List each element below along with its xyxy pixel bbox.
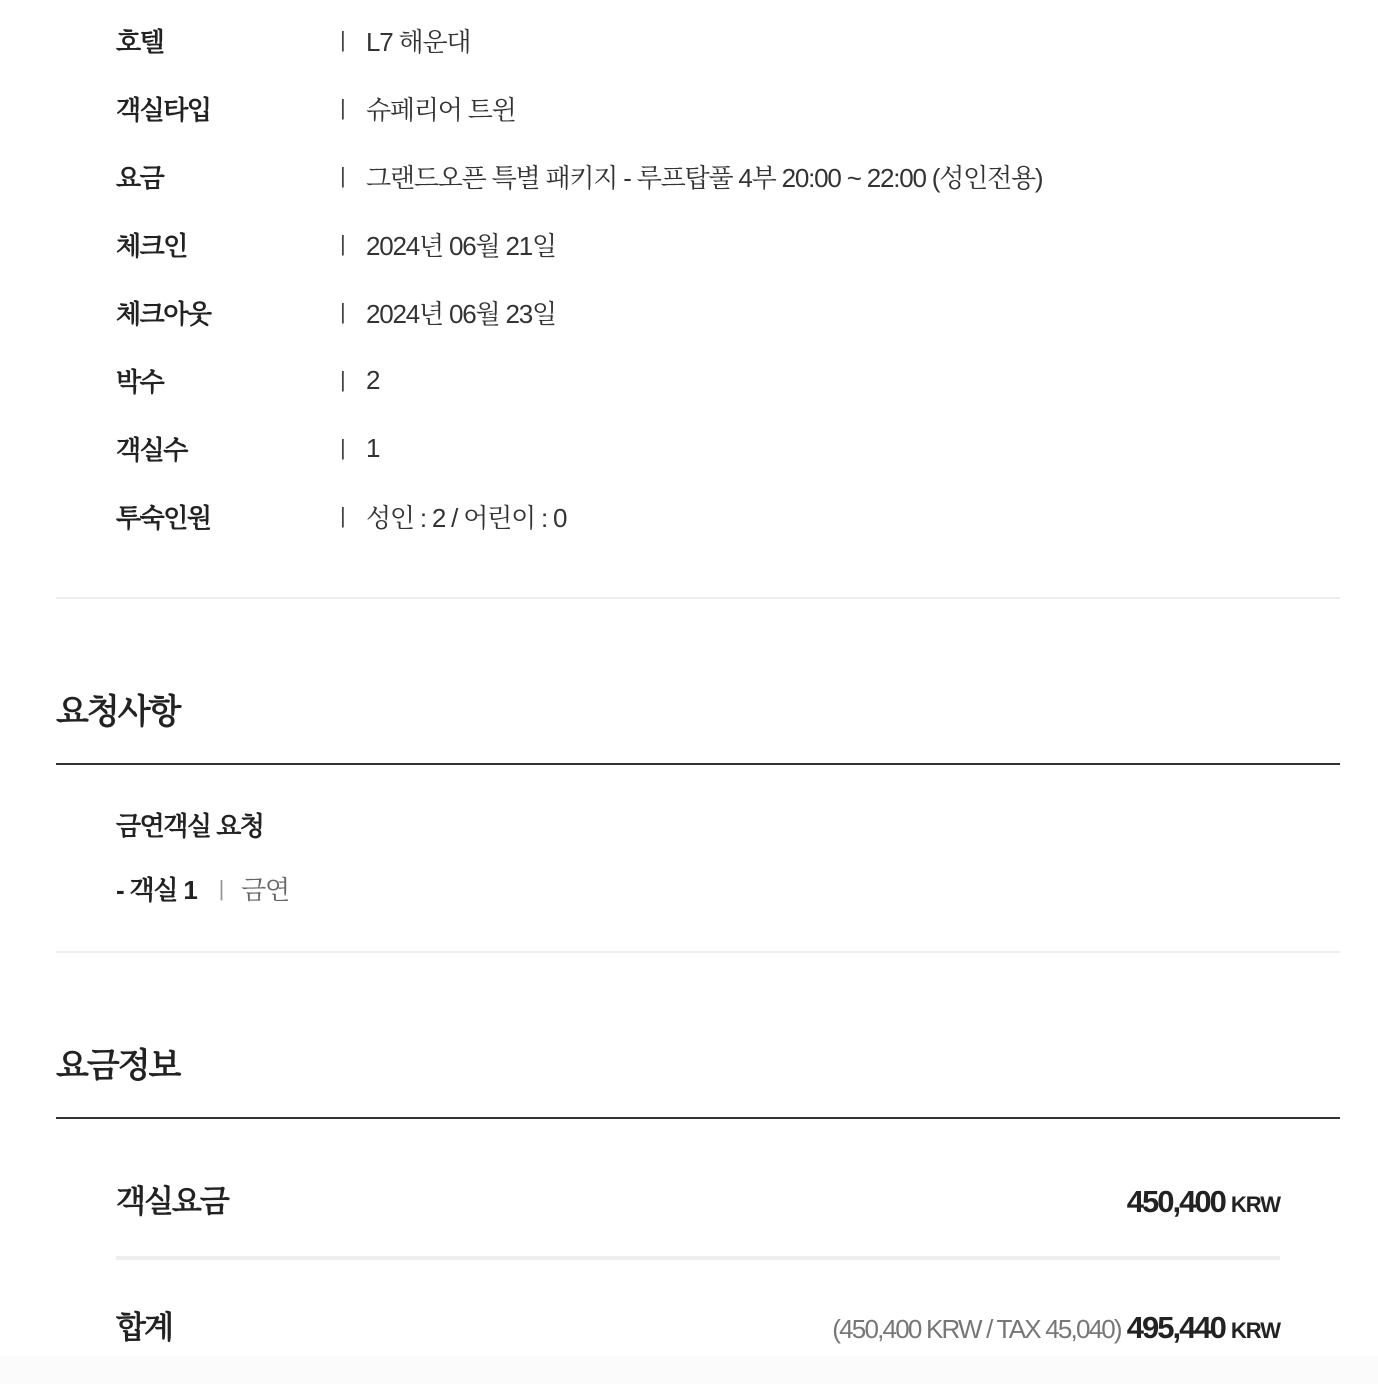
total-row	[116, 1302, 1280, 1347]
total-breakdown: (450,400 KRW / TAX 45,040)	[832, 1314, 1121, 1344]
separator: |	[340, 95, 346, 120]
info-value: 성인 : 2 / 어린이 : 0	[366, 502, 567, 533]
total-currency: KRW	[1230, 1318, 1280, 1343]
info-label: 요금	[116, 162, 164, 193]
separator: |	[340, 299, 346, 324]
info-value: 슈페리어 트윈	[366, 94, 516, 125]
requests-header-divider	[56, 763, 1340, 765]
reservation-info-list	[116, 0, 1216, 550]
info-label: 체크인	[116, 230, 187, 261]
info-label: 체크아웃	[116, 298, 211, 329]
info-value: L7 해운대	[366, 26, 471, 57]
request-item-title: 금연객실 요청	[116, 811, 264, 841]
pricing-section-title: 요금정보	[56, 1047, 180, 1085]
info-row-guests	[116, 482, 1216, 550]
request-room-label: - 객실 1	[116, 875, 197, 905]
requests-section-title: 요청사항	[56, 693, 180, 731]
info-value: 1	[366, 432, 380, 463]
separator: |	[340, 503, 346, 528]
info-label: 호텔	[116, 26, 164, 57]
info-row-check-in	[116, 210, 1216, 278]
room-rate-label: 객실요금	[116, 1184, 228, 1219]
total-label: 합계	[116, 1310, 172, 1345]
room-rate-amount: 450,400	[1126, 1184, 1225, 1219]
info-row-room-type	[116, 74, 1216, 142]
price-divider	[116, 1256, 1280, 1260]
request-room-value: 금연	[241, 875, 289, 905]
info-row-rooms	[116, 414, 1216, 482]
total-value	[832, 1310, 1280, 1346]
info-value: 그랜드오픈 특별 패키지 - 루프탑풀 4부 20:00 ~ 22:00 (성인전용)	[366, 162, 1043, 193]
info-value: 2024년 06월 23일	[366, 298, 556, 329]
info-value: 2	[366, 364, 380, 395]
separator: |	[340, 27, 346, 52]
room-rate-value	[1127, 1184, 1280, 1220]
info-label: 객실타입	[116, 94, 211, 125]
request-item-row	[116, 870, 289, 907]
total-amount: 495,440	[1126, 1310, 1225, 1345]
separator: |	[340, 163, 346, 188]
room-rate-row	[116, 1176, 1280, 1221]
section-divider	[56, 951, 1340, 953]
separator: |	[340, 231, 346, 256]
separator: |	[218, 875, 224, 901]
info-row-nights	[116, 346, 1216, 414]
separator: |	[340, 435, 346, 460]
info-row-check-out	[116, 278, 1216, 346]
info-label: 박수	[116, 366, 164, 397]
info-row-hotel	[116, 6, 1216, 74]
info-label: 투숙인원	[116, 502, 211, 533]
info-value: 2024년 06월 21일	[366, 230, 556, 261]
separator: |	[340, 367, 346, 392]
info-row-rate	[116, 142, 1216, 210]
bottom-edge	[0, 1356, 1378, 1384]
info-label: 객실수	[116, 434, 187, 465]
pricing-header-divider	[56, 1117, 1340, 1119]
room-rate-currency: KRW	[1230, 1192, 1280, 1217]
section-divider	[56, 597, 1340, 599]
